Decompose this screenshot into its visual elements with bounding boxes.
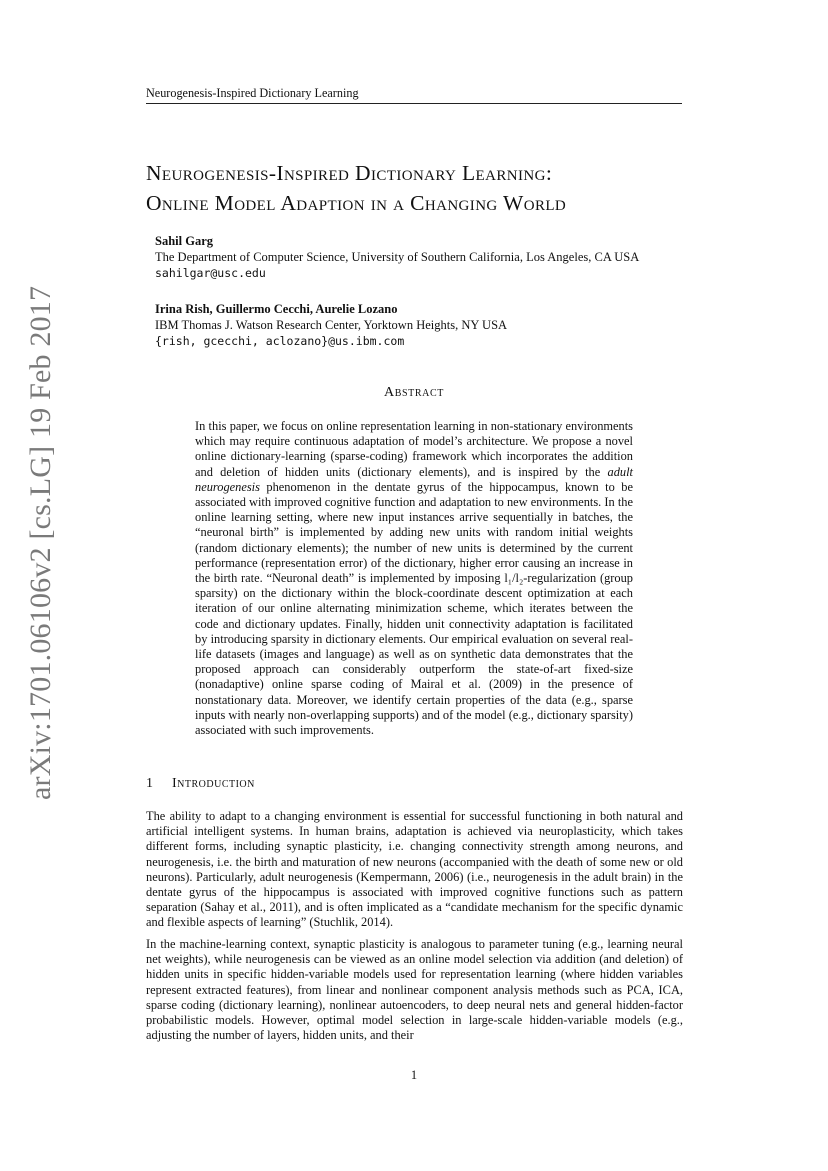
body-paragraph: In the machine-learning context, synaptic plasticity is analogous to parameter tuning (e.g., learning neural net weights), while neurogenesis can be viewed as an online model selection via addition (and deletion) of hidden units in specific hidden-variable models used for representation learning (where hidden variables represent extracted features), from linear and nonlinear component analysis methods such as PCA, ICA, sparse coding (dictionary learning), nonlinear autoencoders, to deep neural nets and general hidden-factor probabilistic models. However, optimal model selection in large-scale hidden-variable models (e.g., adjusting the number of layers, hidden units, and their — [146, 937, 683, 1043]
title-line-1: Neurogenesis-Inspired Dictionary Learning: — [146, 161, 553, 185]
section-title: Introduction — [172, 776, 255, 791]
abstract-emphasis: adult neurogenesis — [195, 464, 633, 494]
author-block — [155, 233, 639, 281]
page-number: 1 — [410, 1068, 418, 1082]
arxiv-side-stamp: arXiv:1701.06106v2 [cs.LG] 19 Feb 2017 — [24, 285, 57, 800]
abstract-body — [195, 419, 633, 738]
paper-title — [146, 158, 706, 218]
author-affiliation: The Department of Computer Science, University of Southern California, Los Angeles, CA USA — [155, 250, 640, 264]
abstract-text-part-1: In this paper, we focus on online representation learning in non-stationary environments which may require continuous adaptation of model’s architecture. We propose a novel online dictionary-learning (sparse-coding) framework which incorporates the addition and deletion of hidden units (dictionary elements), and is inspired by the — [195, 419, 633, 479]
author-affiliation: IBM Thomas J. Watson Research Center, Yorktown Heights, NY USA — [155, 318, 508, 332]
running-header: Neurogenesis-Inspired Dictionary Learning — [146, 86, 682, 104]
title-line-2: Online Model Adaption in a Changing World — [146, 191, 567, 215]
abstract-heading: Abstract — [384, 385, 444, 400]
author-names: Sahil Garg — [155, 234, 213, 248]
author-email[interactable]: {rish, gcecchi, aclozano}@us.ibm.com — [155, 334, 405, 348]
abstract-text-part-2: phenomenon in the dentate gyrus of the hippocampus, known to be associated with improved cognitive function and adaptation to new environments. In the online learning setting, where new input instances arrive sequentially in batches, the “neuronal birth” is implemented by adding new units with random initial weights (random dictionary elements); the number of new units is determined by the current performance (representation error) of the dictionary, higher error causing an increase in the birth rate. “Neuronal death” is implemented by imposing l₁/l₂-regularization (group sparsity) on the dictionary within the block-coordinate descent optimization at each iteration of our online alternating minimization scheme, which iterates between the code and dictionary updates. Finally, hidden unit connectivity adaptation is facilitated by introducing sparsity in dictionary elements. Our empirical evaluation on several real-life datasets (images and language) as well as on synthetic data demonstrates that the proposed approach can considerably outperform the state-of-art fixed-size (nonadaptive) online sparse coding of Mairal et al. (2009) in the presence of nonstationary data. Moreover, we identify certain properties of the data (e.g., sparse inputs with nearly non-overlapping supports) and of the model (e.g., dictionary sparsity) associated with such improvements. — [195, 479, 633, 738]
section-number: 1 — [146, 776, 154, 791]
author-block — [155, 301, 507, 349]
body-paragraph: The ability to adapt to a changing environment is essential for successful functioning in both natural and artificial intelligent systems. In human brains, adaptation is achieved via neuroplasticity, which takes different forms, including synaptic plasticity, i.e. changing connectivity strength among neurons, and neurogenesis, i.e. the birth and maturation of new neurons (accompanied with the death of some new or old neurons). Particularly, adult neurogenesis (Kempermann, 2006) (i.e., neurogenesis in the adult brain) in the dentate gyrus of the hippocampus is associated with improved cognitive functions such as pattern separation (Sahay et al., 2011), and is often implicated as a “candidate mechanism for the specific dynamic and flexible aspects of learning” (Stuchlik, 2014). — [146, 809, 683, 930]
section-heading — [146, 776, 255, 792]
author-names: Irina Rish, Guillermo Cecchi, Aurelie Lozano — [155, 302, 398, 316]
author-email[interactable]: sahilgar@usc.edu — [155, 266, 266, 280]
